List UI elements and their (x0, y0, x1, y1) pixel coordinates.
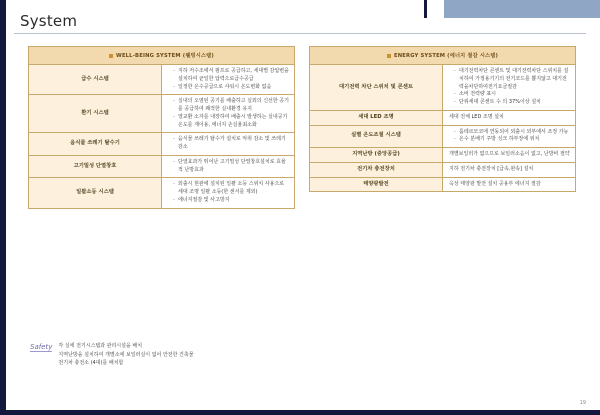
safety-note-lines (58, 342, 193, 368)
safety-note-line: 전기차 충전소 (4대)를 배치함 (58, 360, 124, 366)
list-item: - 외출시 현관에 설치된 일괄 소등 스위치 사용으로 세대 조명 일괄 소등(한 센서를 제외) (173, 181, 290, 197)
list-item: - 대기전력차단 콘센트 및 대기전력차단 스위치를 설치하여 가정용기기의 전기코드를 뽑지않고 대기전력을차단하여전기요금절감 (454, 68, 571, 91)
list-item: - 룸테르모코에 연동되어 외출시 외부에서 조정 가능 (454, 129, 571, 137)
row-description (443, 125, 576, 148)
list-item: - 단위세대 콘센트 수 의 37%이상 설치 (454, 99, 571, 107)
well-being-system-table (28, 46, 295, 209)
table-row (29, 95, 295, 133)
list-item: - 단열효과가 뛰어난 고기밀성 단열창호설치로 효율적 난방효과 (173, 159, 290, 175)
table-row (310, 65, 576, 111)
safety-note-label: Safety (30, 343, 53, 351)
list-item: - 실내의 오염된 공기를 배출하고 실외의 신선한 공기를 공급하여 쾌적한 실내환경 유지 (173, 98, 290, 114)
list-item: - 소비 전력량 표시 (454, 91, 571, 99)
table-row (310, 177, 576, 192)
systems-content (28, 46, 576, 209)
row-description (162, 133, 295, 156)
energy-system-column (309, 46, 576, 209)
table-row (310, 162, 576, 177)
table-row (29, 133, 295, 156)
row-description (443, 162, 576, 177)
list-item: - 지하 저수조에서 펌프로 공급하고, 세대별 감압변을 설치하여 균일한 압력으로급수공급 (173, 68, 290, 84)
page-title: System (20, 12, 78, 30)
list-item: - 에너지절감 및 사고방지 (173, 197, 290, 205)
table-row (29, 65, 295, 95)
table-row (29, 178, 295, 208)
row-category: 급수 시스템 (29, 65, 162, 95)
header-decor-segment-white-right (427, 0, 444, 18)
row-category: 음식물 쓰레기 탈수기 (29, 133, 162, 156)
well-being-system-header (29, 47, 295, 65)
header-decor-bar (0, 0, 600, 18)
row-category: 실별 온도조절 시스템 (310, 125, 443, 148)
list-item: - 온수 분배기 주방 싱크 하부장에 위치 (454, 136, 571, 144)
table-row (310, 125, 576, 148)
row-description (162, 65, 295, 95)
row-description-text: 세대 전체 LED 조명 설치 (449, 113, 504, 120)
table-row (310, 110, 576, 125)
row-description (443, 148, 576, 163)
energy-system-header-label: ENERGY SYSTEM (에너지 절감 시스템) (393, 53, 499, 59)
row-category: 전기차 충전장치 (310, 162, 443, 177)
row-description-text: 지하 전기차 충전장치 [급속,완속] 설치 (449, 165, 534, 172)
row-category: 대기전력 차단 스위치 및 콘센트 (310, 65, 443, 111)
safety-note-line: 지역난방을 설치하여 개별소에 보일러실이 없어 안전한 건축물 (58, 351, 194, 358)
energy-system-table (309, 46, 576, 192)
well-being-system-column (28, 46, 295, 209)
energy-system-header (310, 47, 576, 65)
well-being-system-header-label: WELL-BEING SYSTEM (웰빙시스템) (116, 53, 214, 59)
row-description-text: 옥상 태양광 발전 설치 공용부 에너지 절감 (449, 180, 541, 187)
table-row (310, 148, 576, 163)
row-category: 태양광발전 (310, 177, 443, 192)
list-item: - 음식물 쓰레기 탈수가 설치로 악취 감소 및 쓰레기 감소 (173, 136, 290, 152)
bullet-square-icon (109, 54, 113, 58)
row-category: 고기밀성 단열창호 (29, 155, 162, 178)
row-description (443, 177, 576, 192)
header-decor-segment-blue (444, 0, 600, 18)
safety-note (30, 342, 280, 368)
row-description (162, 95, 295, 133)
row-description (443, 110, 576, 125)
row-category: 환기 시스템 (29, 95, 162, 133)
left-accent-rail (0, 0, 6, 415)
row-description (162, 155, 295, 178)
page-number: 19 (579, 400, 586, 406)
row-category: 지역난방 (중앙공급) (310, 148, 443, 163)
list-item: - 일정한 온수공급으로 샤워시 온도변화 없음 (173, 84, 290, 92)
row-description-text: 개별보일러가 없으므로 보일러소음이 없고, 난방비 절약 (449, 151, 570, 157)
row-description (443, 65, 576, 111)
title-divider (14, 33, 586, 34)
row-category: 일괄소등 시스템 (29, 178, 162, 208)
list-item: - 열교환 소자를 내장하여 배출시 발생하는 실내공기온도를 재이용, 에너지 손실율최소화 (173, 114, 290, 130)
safety-note-line: 각 실에 전기시스템과 관리시설을 배치 (58, 343, 143, 349)
row-description (162, 178, 295, 208)
bottom-accent-rail (0, 410, 600, 415)
bullet-square-icon (387, 54, 391, 58)
table-row (29, 155, 295, 178)
row-category: 세대 LED 조명 (310, 110, 443, 125)
